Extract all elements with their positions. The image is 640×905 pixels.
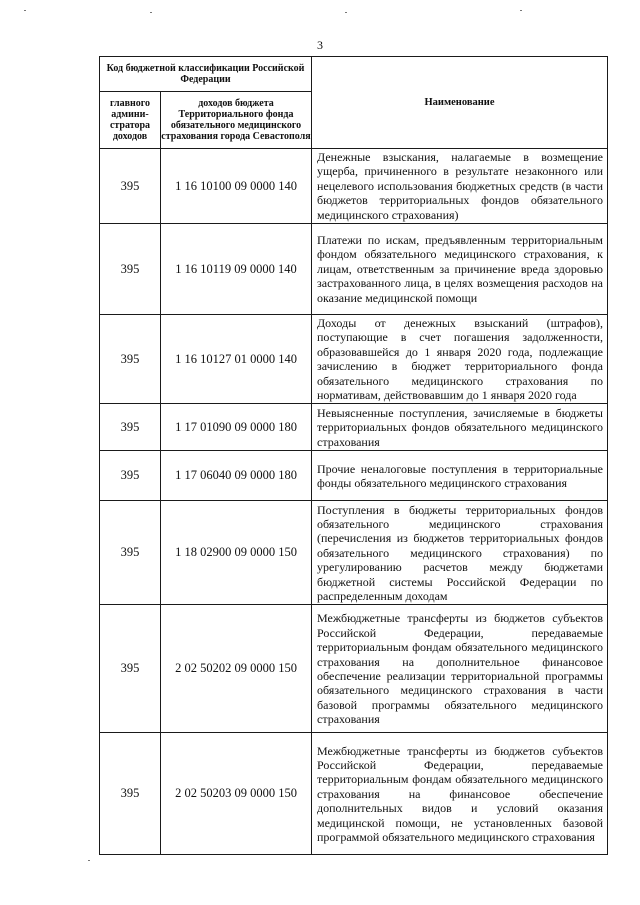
kbk-code-cell: 2 02 50202 09 0000 150	[161, 605, 312, 733]
admin-code-cell: 395	[100, 224, 161, 315]
admin-code-cell: 395	[100, 404, 161, 451]
scan-speck	[520, 10, 522, 11]
kbk-code-cell: 1 16 10119 09 0000 140	[161, 224, 312, 315]
table-row	[100, 733, 608, 855]
admin-code-cell: 395	[100, 501, 161, 605]
header-name: Наименование	[312, 57, 608, 149]
header-row-top	[100, 57, 608, 92]
budget-classification-table	[99, 56, 608, 855]
header-group: Код бюджетной классификации Российской Федерации	[100, 57, 312, 92]
kbk-code-cell: 1 18 02900 09 0000 150	[161, 501, 312, 605]
table-row	[100, 605, 608, 733]
kbk-code-cell: 1 16 10100 09 0000 140	[161, 149, 312, 224]
scan-speck	[150, 12, 152, 13]
header-admin: главного админи-стратора доходов	[100, 92, 161, 149]
table-row	[100, 224, 608, 315]
page-number: 3	[317, 38, 323, 52]
scan-speck	[345, 12, 347, 13]
table-row	[100, 451, 608, 501]
kbk-code-cell: 1 17 06040 09 0000 180	[161, 451, 312, 501]
name-cell: Доходы от денежных взысканий (штрафов), поступающие в счет погашения задолженности, образовавшейся до 1 января 2020 года, подлежащие зачислению в бюджет территориального фонда обязательного медицинского страхования по нормативам, действовавшим до 1 января 2020 года	[312, 315, 608, 404]
kbk-code-cell: 1 16 10127 01 0000 140	[161, 315, 312, 404]
name-cell: Поступления в бюджеты территориальных фондов обязательного медицинского страхования (перечисления из бюджетов территориальных фондов обязательного медицинского страхования) по урегулированию расчетов между бюджетами бюджетной системы Российской Федерации по распределенным доходам	[312, 501, 608, 605]
table-row	[100, 501, 608, 605]
name-cell: Межбюджетные трансферты из бюджетов субъектов Российской Федерации, передаваемые территориальным фондам обязательного медицинского страхования на дополнительное финансовое обеспечение реализации территориальной программы обязательного медицинского страхования в части базовой программы обязательного медицинского страхования	[312, 605, 608, 733]
table-row	[100, 149, 608, 224]
name-cell: Невыясненные поступления, зачисляемые в бюджеты территориальных фондов обязательного медицинского страхования	[312, 404, 608, 451]
table-row	[100, 315, 608, 404]
table-row	[100, 404, 608, 451]
name-cell: Межбюджетные трансферты из бюджетов субъектов Российской Федерации, передаваемые территориальным фондам обязательного медицинского страхования на финансовое обеспечение дополнительных видов и условий оказания медицинской помощи, не установленных базовой программой обязательного медицинского страхования	[312, 733, 608, 855]
name-cell: Платежи по искам, предъявленным территориальным фондом обязательного медицинского страхования, к лицам, ответственным за причинение вреда здоровью застрахованного лица, в целях возмещения расходов на оказание медицинской помощи	[312, 224, 608, 315]
scan-speck	[88, 860, 90, 861]
admin-code-cell: 395	[100, 149, 161, 224]
name-cell: Денежные взыскания, налагаемые в возмещение ущерба, причиненного в результате незаконного или нецелевого использования бюджетных средств (в части бюджетов территориальных фондов обязательного медицинского страхования)	[312, 149, 608, 224]
admin-code-cell: 395	[100, 451, 161, 501]
kbk-code-cell: 2 02 50203 09 0000 150	[161, 733, 312, 855]
admin-code-cell: 395	[100, 733, 161, 855]
scan-speck	[24, 10, 26, 11]
admin-code-cell: 395	[100, 605, 161, 733]
kbk-code-cell: 1 17 01090 09 0000 180	[161, 404, 312, 451]
header-income: доходов бюджета Территориального фонда обязательного медицинского страхования города Севастополя	[161, 92, 312, 149]
admin-code-cell: 395	[100, 315, 161, 404]
name-cell: Прочие неналоговые поступления в территориальные фонды обязательного медицинского страхования	[312, 451, 608, 501]
